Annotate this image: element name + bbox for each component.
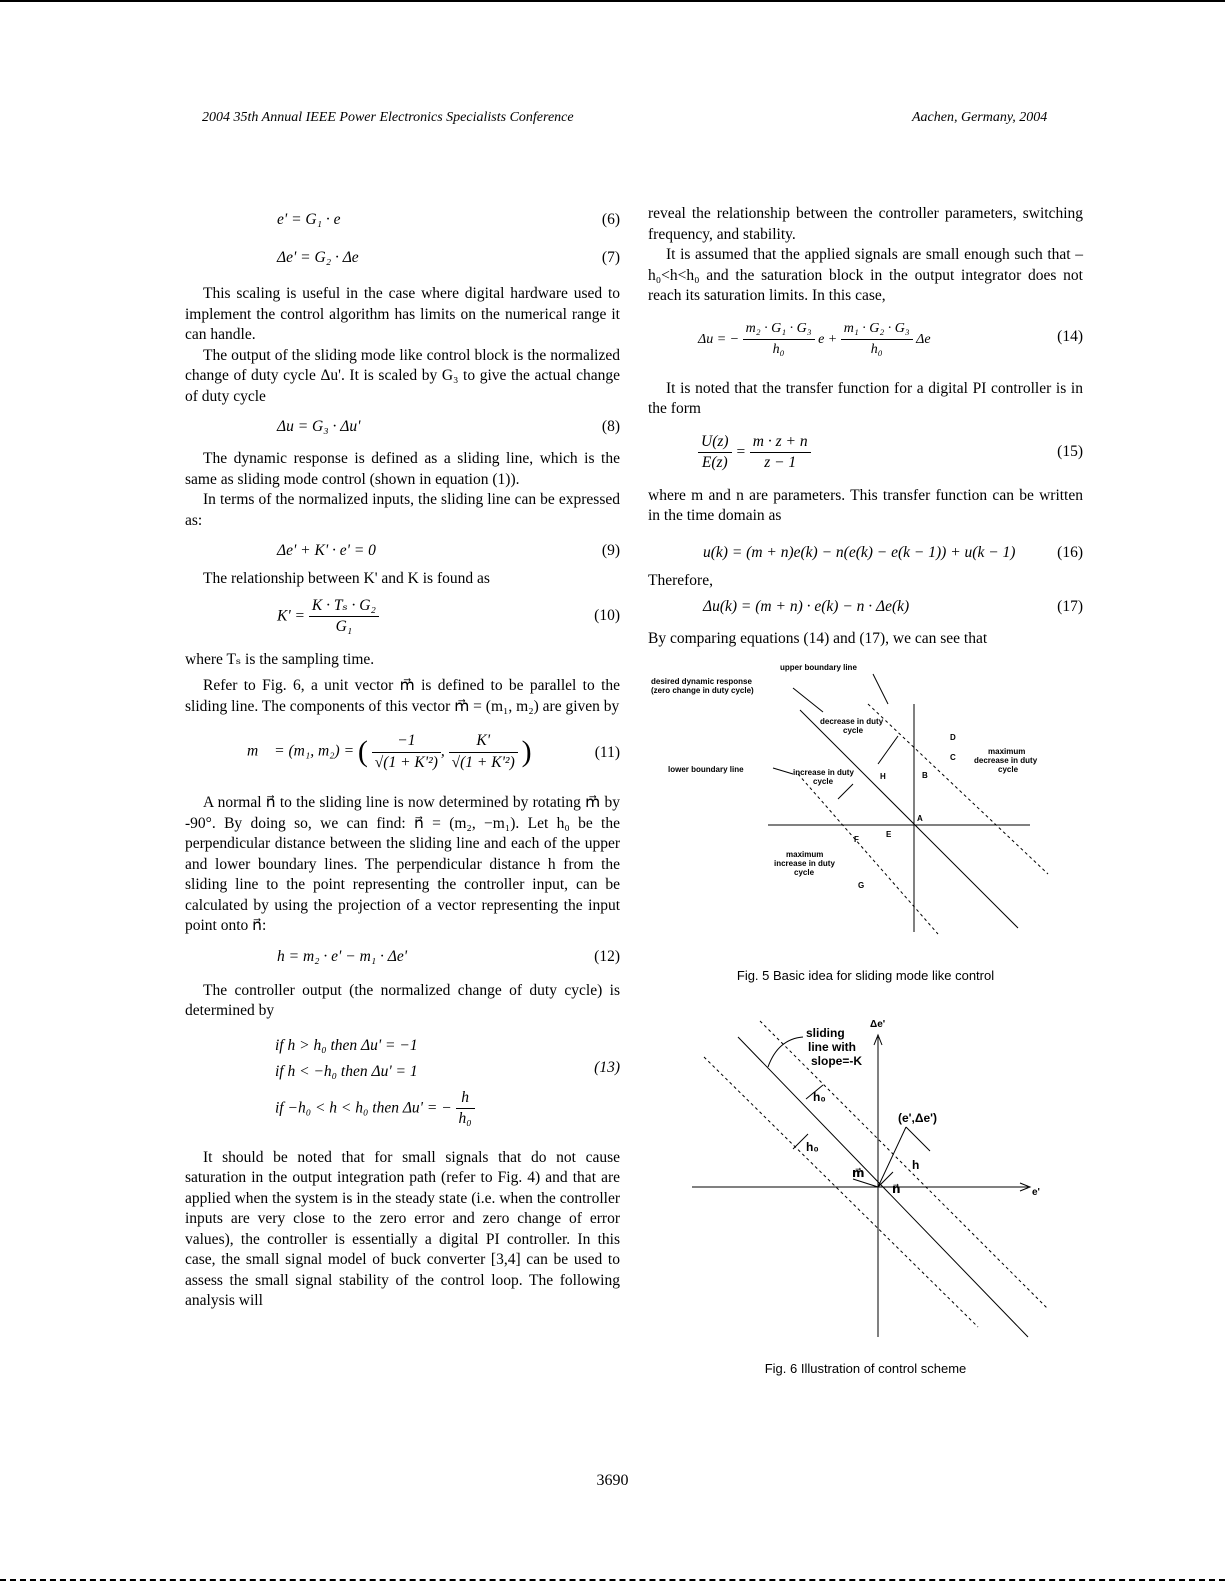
- equation-11-denominator-1: √(1 + K'²): [374, 753, 438, 771]
- equation-6: [185, 200, 620, 238]
- fig6-lower-boundary: [704, 1057, 978, 1327]
- equation-10-lhs: K' =: [277, 607, 305, 625]
- running-header-conference: 2004 35th Annual IEEE Power Electronics Specialists Conference: [202, 110, 574, 125]
- fig5-label-increase-2: cycle: [813, 776, 834, 786]
- paragraph-scaling: This scaling is useful in the case where digital hardware used to implement the control algorithm has limits on the numerical range it can handle.: [185, 285, 620, 343]
- equation-10-denominator: G₁: [335, 618, 353, 635]
- equation-11-denominator-2: √(1 + K'²): [451, 753, 515, 771]
- equation-15: $\frac{U(z)}{E(z)}$ = $\frac{m \cdot z + n}{z - 1}$ (15): [648, 420, 1083, 486]
- figure-6-caption: Fig. 6 Illustration of control scheme: [764, 1361, 967, 1376]
- fig5-point-f: F: [854, 834, 859, 844]
- equation-9-number: (9): [601, 542, 620, 559]
- figure-5-caption: Fig. 5 Basic idea for sliding mode like control: [736, 968, 995, 983]
- equation-13-number: (13): [594, 1058, 620, 1076]
- equation-13-row-3: if −h₀ < h < h₀ then Δu' = −: [275, 1099, 452, 1117]
- figure-5-diagram: [648, 664, 1083, 954]
- equation-14-numerator-1: m₂ · G₁ · G₃: [743, 319, 815, 341]
- paragraph-sampling-time: where Tₛ is the sampling time.: [185, 650, 375, 668]
- equation-14-denominator-1: h₀: [772, 342, 785, 357]
- paragraph-dynamic-response: The dynamic response is defined as a sliding line, which is the same as sliding mode control (shown in equation (1)).: [185, 450, 620, 488]
- fig6-n-vector: [878, 1172, 893, 1187]
- equation-8: [185, 407, 620, 449]
- equation-16-expr: u(k) = (m + n)e(k) − n(e(k) − e(k − 1)) + u(k − 1): [703, 543, 1016, 561]
- equation-8-number: (8): [601, 418, 620, 435]
- equation-14-number: (14): [1057, 327, 1083, 345]
- fig5-label-decrease-2: cycle: [843, 725, 864, 735]
- equation-7-number: (7): [601, 249, 620, 266]
- equation-11-number: (11): [594, 744, 620, 761]
- equation-11-numerator-1: −1: [372, 731, 441, 753]
- equation-16: [648, 527, 1083, 571]
- paragraph-controller-output: The controller output (the normalized change of duty cycle) is determined by: [185, 981, 620, 1019]
- paragraph-therefore: Therefore,: [648, 571, 713, 589]
- page-top-border: [0, 0, 1225, 2]
- equation-12-expr: h = m₂ · e' − m₁ · Δe': [277, 947, 408, 965]
- fig5-label-max-decrease-2: decrease in duty: [974, 755, 1038, 765]
- fig6-label-m: m⃗: [852, 1165, 865, 1180]
- equation-14-denominator-2: h₀: [870, 342, 883, 357]
- equation-17-number: (17): [1057, 598, 1083, 615]
- fig5-point-b: B: [922, 770, 928, 780]
- equation-15-denominator-1: E(z): [701, 454, 728, 471]
- paragraph-unit-vector: Refer to Fig. 6, a unit vector m⃗ is defined to be parallel to the sliding line. The components of this vector m⃗ = (m₁, m₂) are given by: [185, 677, 620, 715]
- figure-5: [648, 664, 1083, 987]
- equation-13-row-1: if h > h₀ then Δu' = −1: [275, 1036, 418, 1054]
- fig6-upper-boundary: [760, 1018, 1048, 1309]
- fig5-label-max-decrease-3: cycle: [998, 764, 1019, 774]
- equation-14-mid: e +: [818, 331, 838, 347]
- equation-10-number: (10): [594, 606, 620, 624]
- page-number: 3690: [596, 1472, 629, 1489]
- equation-13: [185, 1030, 620, 1138]
- fig5-point-h: H: [880, 771, 886, 781]
- fig6-label-h0-upper: h₀: [813, 1089, 826, 1104]
- fig6-label-h: h: [912, 1157, 920, 1172]
- equation-15-numerator-2: m · z + n: [750, 432, 811, 454]
- equation-8-expr: Δu = G₃ · Δu': [277, 418, 361, 435]
- fig6-label-sliding-1: sliding: [806, 1025, 845, 1040]
- fig6-input-vector: [878, 1127, 906, 1187]
- fig6-label-h0-lower: h₀: [806, 1139, 819, 1154]
- equation-14-numerator-2: m₁ · G₂ · G₃: [841, 319, 913, 341]
- fig6-m-vector: [853, 1179, 878, 1187]
- running-header-location: Aachen, Germany, 2004: [912, 110, 1048, 125]
- paragraph-reveal: reveal the relationship between the controller parameters, switching frequency, and stability.: [648, 205, 1083, 243]
- fig6-label-sliding-2: line with: [808, 1039, 856, 1054]
- fig5-upper-boundary: [868, 704, 1048, 874]
- figure-6: [648, 1017, 1083, 1380]
- fig5-label-upper-boundary: upper boundary line: [780, 663, 857, 672]
- equation-14-end: Δe: [916, 331, 931, 347]
- fig5-label-decrease-1: decrease in duty: [820, 716, 884, 726]
- fig6-label-n: n⃗: [892, 1181, 901, 1196]
- fig5-label-max-increase-3: cycle: [794, 867, 815, 877]
- paragraph-relationship: The relationship between K' and K is found as: [203, 570, 490, 587]
- paragraph-normal-vector: A normal n⃗ to the sliding line is now determined by rotating m⃗ by -90°. By doing so, we can find: n⃗ = (m₂, −m₁). Let h₀ be the perpendicular distance between the sliding line and each of the upper and lower boundary lines. The perpendicular distance h from the sliding line to the point representing the controller input, can be calculated by using the projection of a vector representing the input point onto n⃗:: [185, 794, 620, 934]
- equation-14-lhs: Δu = −: [698, 331, 740, 347]
- equation-13-row-3-denominator: h₀: [458, 1110, 472, 1127]
- figure-6-diagram: [648, 1017, 1083, 1347]
- equation-13-row-2: if h < −h₀ then Δu' = 1: [275, 1062, 418, 1080]
- equation-17: [648, 591, 1083, 629]
- equation-11-lhs: m⃗ = (m₁, m₂) =: [247, 742, 355, 760]
- equation-13-row-3-numerator: h: [456, 1088, 475, 1110]
- fig5-label-increase-1: increase in duty: [793, 767, 854, 777]
- equation-6-number: (6): [601, 211, 620, 228]
- page-bottom-border: [0, 1579, 1225, 1581]
- equation-6-expr: e' = G₁ · e: [277, 211, 341, 228]
- fig5-point-a: A: [917, 813, 923, 823]
- equation-16-number: (16): [1057, 543, 1083, 561]
- equation-11-numerator-2: K': [449, 731, 518, 753]
- fig5-label-desired-1: desired dynamic response: [651, 676, 752, 686]
- fig5-label-lower-boundary: lower boundary line: [668, 764, 744, 774]
- paragraph-small-signals: It should be noted that for small signals that do not cause saturation in the output integration path (refer to Fig. 4) and that are applied when the system is in the steady state (i.e. when the controller inputs are very close to the zero error and zero change of error values), the controller is essentially a digital PI controller. In this case, the small signal model of buck converter [3,4] can be used to assess the small signal stability of the control loop. The following analysis will: [185, 1148, 620, 1309]
- fig5-label-max-decrease-1: maximum: [988, 746, 1026, 756]
- equation-11: m⃗ = (m₁, m₂) = ( $\frac{-1}{\text{√(1 + K'²)}}$ , $\frac{K'}{\text{√(1 + K'²)}}$ ) (11): [185, 717, 620, 793]
- paragraph-assumption: It is assumed that the applied signals are small enough such that –h₀<h<h₀ and the saturation block in the output integrator does not reach its saturation limits. In this case,: [648, 246, 1083, 304]
- fig6-axis-label-x: e': [1032, 1186, 1040, 1198]
- fig5-label-max-increase-2: increase in duty: [774, 858, 835, 868]
- left-column: [185, 200, 620, 1312]
- fig6-axis-label-y: Δe': [870, 1018, 886, 1030]
- fig6-label-point: (e',Δe'): [898, 1110, 938, 1125]
- equation-9-expr: Δe' + K' · e' = 0: [277, 542, 376, 559]
- equation-10: [185, 590, 620, 646]
- right-column: [648, 200, 1083, 1380]
- equation-7: [185, 238, 620, 284]
- equation-14: [648, 307, 1083, 373]
- paragraph-pi-transfer: It is noted that the transfer function for a digital PI controller is in the form: [648, 379, 1083, 417]
- fig5-label-max-increase-1: maximum: [786, 849, 824, 859]
- paragraph-time-domain: where m and n are parameters. This transfer function can be written in the time domain as: [648, 486, 1083, 524]
- paragraph-normalized-inputs: In terms of the normalized inputs, the sliding line can be expressed as:: [185, 491, 620, 529]
- fig5-point-c: C: [950, 752, 956, 762]
- equation-15-number: (15): [1057, 442, 1083, 460]
- equation-9: [185, 531, 620, 569]
- fig5-point-e: E: [886, 829, 892, 839]
- equation-7-expr: Δe' = G₂ · Δe: [277, 249, 359, 266]
- equation-12: [185, 937, 620, 981]
- equation-17-expr: Δu(k) = (m + n) · e(k) − n · Δe(k): [703, 598, 910, 615]
- fig5-point-d: D: [950, 732, 956, 742]
- fig5-point-g: G: [858, 880, 865, 890]
- equation-15-denominator-2: z − 1: [764, 454, 797, 471]
- fig6-label-sliding-3: slope=-K: [811, 1053, 863, 1068]
- equation-15-numerator-1: U(z): [698, 432, 732, 454]
- paragraph-output: The output of the sliding mode like control block is the normalized change of duty cycle Δu'. It is scaled by G₃ to give the actual change of duty cycle: [185, 346, 620, 405]
- equation-12-number: (12): [594, 947, 620, 965]
- equation-10-numerator: K · Tₛ · G₂: [309, 596, 379, 618]
- paragraph-comparing: By comparing equations (14) and (17), we can see that: [648, 630, 988, 647]
- fig5-label-desired-2: (zero change in duty cycle): [651, 685, 754, 695]
